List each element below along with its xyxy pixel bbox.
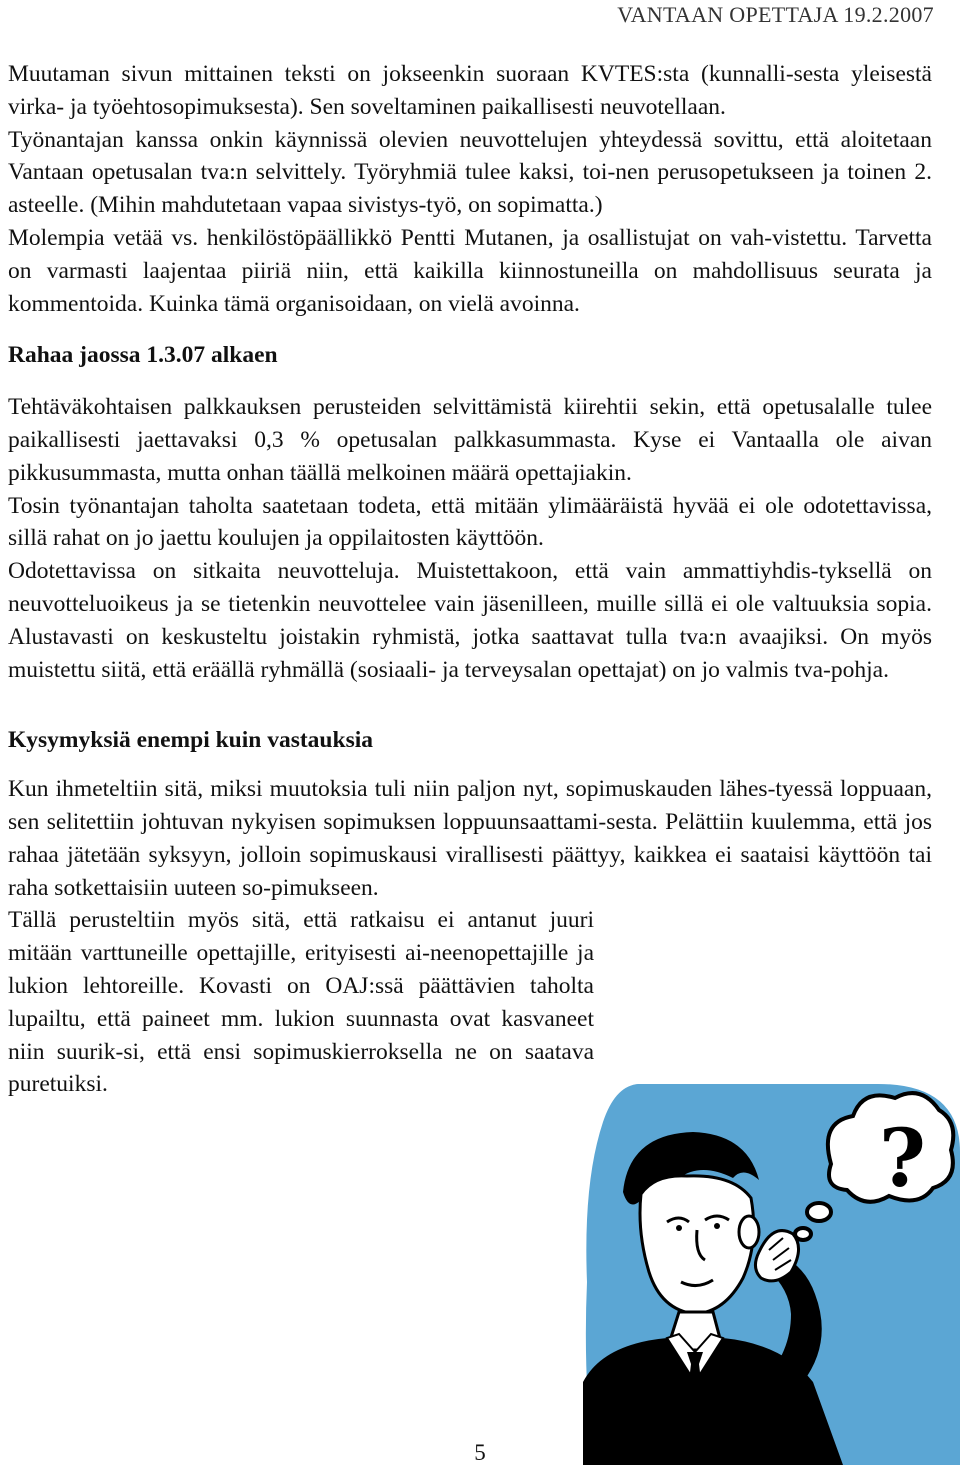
paragraph: Työnantajan kanssa onkin käynnissä olevien neuvottelujen yhteydessä sovittu, että aloitetaan Vantaan opetusalan tva:n selvittely. Työryhmiä tulee kaksi, toi-nen perusopetukseen ja toinen 2. asteelle. (Mihin mahdutetaan vapaa sivistys-työ, on sopimatta.)	[8, 126, 932, 219]
thinking-man-illustration	[583, 1082, 960, 1465]
page-number: 5	[474, 1440, 486, 1465]
paragraph-beside-illustration: Tällä perusteltiin myös sitä, että ratkaisu ei antanut juuri mitään varttuneille opettajille, erityisesti ai-neenopettajille ja lukion lehtoreille. Kovasti on OAJ:ssä päättävien taholta lupailtu, että paineet mm. lukion suunnasta ovat kasvaneet niin suurik-si, että ensi sopimuskierroksella ne on saatava puretuiksi.	[8, 907, 594, 1098]
paragraph: Odotettavissa on sitkaita neuvotteluja. Muistettakoon, että vain ammattiyhdis-tyksellä on neuvotteluoikeus ja se tietenkin neuvottelee vain jäsenilleen, muille sillä ei ole valtuuksia sopia. Alustavasti on keskusteltu joistakin ryhmistä, jotka saattavat tulla tva:n avaajiksi. On myös muistettu siitä, että eräällä ryhmällä (sosiaali- ja terveysalan opettajat) on jo valmis tva-pohja.	[8, 558, 932, 683]
article-body	[8, 58, 932, 1101]
paragraph: Molempia vetää vs. henkilöstöpäällikkö Pentti Mutanen, ja osallistujat on vah-vistettu. Tarvetta on varmasti laajentaa piiriä niin, että kaikilla kiinnostuneilla on mahdollisuus seurata ja kommentoida. Kuinka tämä organisoidaan, on vielä avoinna.	[8, 224, 932, 317]
paragraph: Tehtäväkohtaisen palkkauksen perusteiden selvittämistä kiirehtii sekin, että opetusalalle tulee paikallisesti jaettavaksi 0,3 % opetusalan palkkasummasta. Kyse ei Vantaalla ole aivan pikkusummasta, mutta onhan täällä melkoinen määrä opettajiakin.	[8, 394, 932, 486]
paragraph: Kun ihmeteltiin sitä, miksi muutoksia tuli niin paljon nyt, sopimuskauden lähes-tyessä loppuaan, sen selitettiin johtuvan nykyisen sopimuksen loppuunsaattami-sesta. Pelättiin kuulemma, että jos rahaa jätetään syksyyn, jolloin sopimuskausi virallisesti päättyy, kaikkea ei saataisi käyttöön tai raha sotkettaisiin uuteen so-pimukseen.	[8, 776, 932, 901]
paragraph: Muutaman sivun mittainen teksti on jokseenkin suoraan KVTES:sta (kunnalli-sesta yleisestä virka- ja työehtosopimuksesta). Sen soveltaminen paikallisesti neuvotellaan.	[8, 61, 932, 120]
paragraph: Tosin työnantajan taholta saatetaan todeta, että mitään ylimääräistä hyvää ei ole odotettavissa, sillä rahat on jo jaettu koulujen ja oppilaitosten käyttöön.	[8, 492, 932, 552]
question-mark-icon: ?	[879, 1111, 926, 1205]
section-heading-rahaa: Rahaa jaossa 1.3.07 alkaen	[8, 342, 278, 369]
running-header: VANTAAN OPETTAJA 19.2.2007	[617, 2, 934, 27]
section-heading-kysymyksia: Kysymyksiä enempi kuin vastauksia	[8, 727, 373, 754]
